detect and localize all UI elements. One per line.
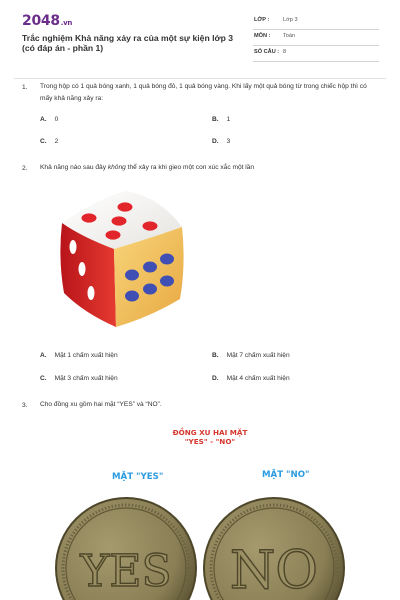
option-letter: D. (212, 375, 219, 382)
dice-image (56, 189, 186, 329)
question-1-option-a[interactable] (40, 116, 58, 123)
logo-main: 2048 (22, 13, 60, 29)
question-1-option-d[interactable] (212, 138, 230, 145)
option-text: Mặt 3 chấm xuất hiện (54, 375, 118, 382)
option-text: Mặt 7 chấm xuất hiện (226, 352, 290, 359)
option-letter: B. (212, 352, 219, 359)
question-1-option-c[interactable] (40, 138, 58, 145)
option-letter: C. (40, 375, 47, 382)
meta-grade-value: Lớp 3 (283, 17, 298, 23)
page-title: Trắc nghiệm Khả năng xảy ra của một sự kiện lớp 3 (có đáp án - phần 1) (22, 33, 234, 53)
option-text: 1 (226, 116, 231, 123)
coins-title-line2: "YES" - "NO" (184, 437, 236, 446)
meta-subject (253, 30, 379, 46)
coin-no-label: MẶT "NO" (262, 470, 310, 480)
coin-yes-image (54, 496, 198, 600)
option-letter: D. (212, 138, 219, 145)
option-letter: B. (212, 116, 219, 123)
option-letter: A. (40, 352, 47, 359)
meta-count-key: SỐ CÂU : (254, 49, 280, 55)
option-letter: A. (40, 116, 47, 123)
meta-question-count (253, 46, 379, 62)
coins-title-line1: ĐỒNG XU HAI MẶT (172, 428, 248, 437)
option-text: Mặt 4 chấm xuất hiện (226, 375, 290, 382)
meta-grade (253, 14, 379, 30)
question-3-number: 3. (22, 402, 28, 409)
coin-yes-text: YES (80, 546, 172, 597)
meta-grade-key: LỚP : (254, 17, 270, 23)
meta-subject-value: Toán (283, 33, 296, 39)
site-logo[interactable] (22, 13, 72, 29)
option-text: 2 (54, 138, 59, 145)
question-1-number: 1. (22, 84, 28, 91)
coin-no-image (202, 496, 346, 600)
coins-title (140, 428, 280, 446)
question-2-option-a[interactable] (40, 352, 118, 359)
logo-tld: .vn (60, 19, 73, 27)
question-2-text-end: thể xảy ra khi gieo một con xúc xắc một lần (125, 164, 255, 171)
option-text: Mặt 1 chấm xuất hiện (54, 352, 118, 359)
meta-subject-key: MÔN : (254, 33, 271, 39)
question-2-number: 2. (22, 165, 28, 172)
option-letter: C. (40, 138, 47, 145)
option-text: 0 (54, 116, 59, 123)
meta-count-value: 8 (283, 49, 287, 55)
option-text: 3 (226, 138, 231, 145)
question-1-option-b[interactable] (212, 116, 230, 123)
question-1-text: Trong hộp có 1 quả bóng xanh, 1 quả bóng đỏ, 1 quả bóng vàng. Khi lấy một quả bóng từ trong chiếc hộp thì có mấy khả năng xảy ra: (40, 83, 367, 102)
question-2-emphasis: không (107, 164, 126, 171)
question-2-option-b[interactable] (212, 352, 290, 359)
coin-yes-label: MẶT "YES" (112, 472, 164, 482)
coin-no-text: NO (229, 541, 319, 600)
question-3-text: Cho đồng xu gồm hai mặt “YES” và “NO”. (40, 401, 162, 408)
question-2-option-c[interactable] (40, 375, 118, 382)
question-2-option-d[interactable] (212, 375, 290, 382)
question-2-text (40, 162, 378, 174)
header-divider (14, 78, 386, 79)
question-2-text-start: Khả năng nào sau đây (40, 164, 108, 171)
